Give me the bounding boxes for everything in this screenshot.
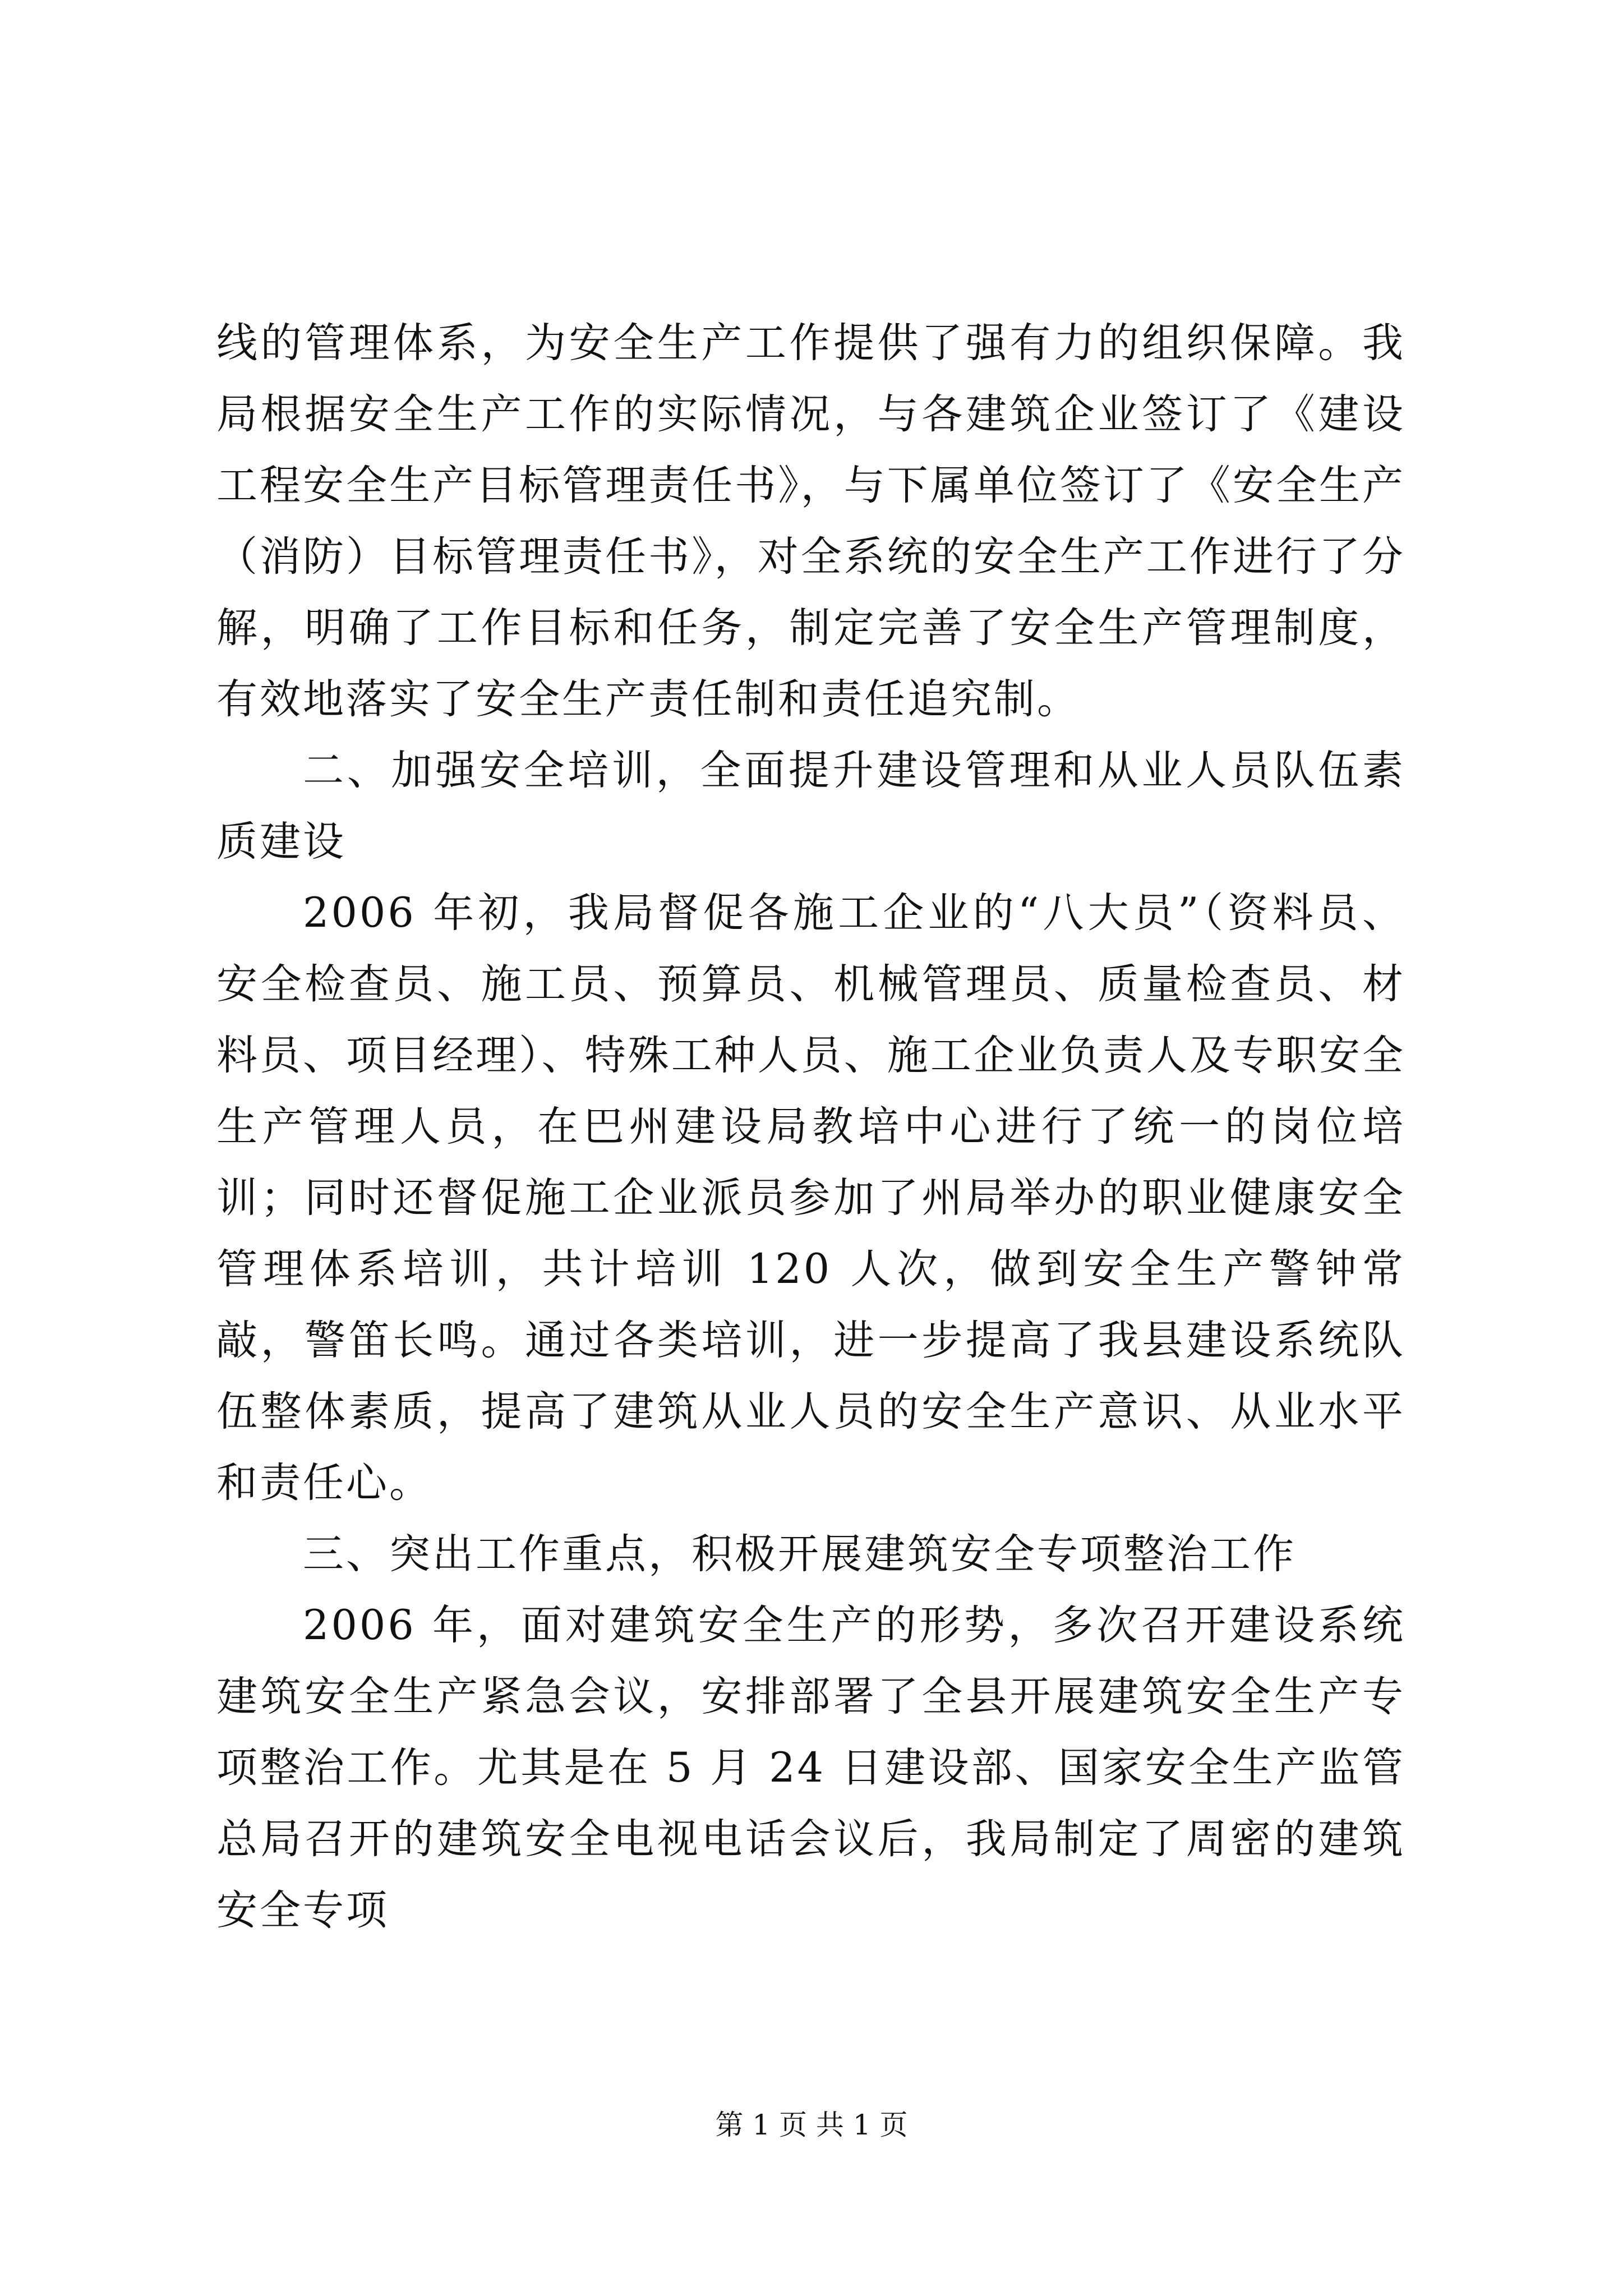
- paragraph-1: 线的管理体系，为安全生产工作提供了强有力的组织保障。我局根据安全生产工作的实际情况，与各建筑企业签订了《建设工程安全生产目标管理责任书》，与下属单位签订了《安全生产（消防）目标管理责任书》，对全系统的安全生产工作进行了分解，明确了工作目标和任务，制定完善了安全生产管理制度，有效地落实了安全生产责任制和责任追究制。: [216, 319, 1405, 723]
- page-footer: 第 1 页 共 1 页: [715, 2109, 908, 2141]
- section-heading-2: 二、加强安全培训，全面提升建设管理和从业人员队伍素质建设: [216, 747, 1405, 866]
- section-heading-3: 三、突出工作重点，积极开展建筑安全专项整治工作: [303, 1530, 1296, 1578]
- paragraph-rectification: 2006 年，面对建筑安全生产的形势，多次召开建设系统建筑安全生产紧急会议，安排部署了全县开展建筑安全生产专项整治工作。尤其是在 5 月 24 日建设部、国家安全生产监管总局召开的建筑安全电视电话会议后，我局制定了周密的建筑安全专项: [216, 1602, 1405, 1934]
- paragraph-training: 2006 年初，我局督促各施工企业的“八大员”（资料员、安全检查员、施工员、预算员、机械管理员、质量检查员、材料员、项目经理）、特殊工种人员、施工企业负责人及专职安全生产管理人员，在巴州建设局教培中心进行了统一的岗位培训；同时还督促施工企业派员参加了州局举办的职业健康安全管理体系培训，共计培训 120 人次，做到安全生产警钟常敲，警笛长鸣。通过各类培训，进一步提高了我县建设系统队伍整体素质，提高了建筑从业人员的安全生产意识、从业水平和责任心。: [216, 889, 1405, 1507]
- document-body: [216, 307, 1405, 1946]
